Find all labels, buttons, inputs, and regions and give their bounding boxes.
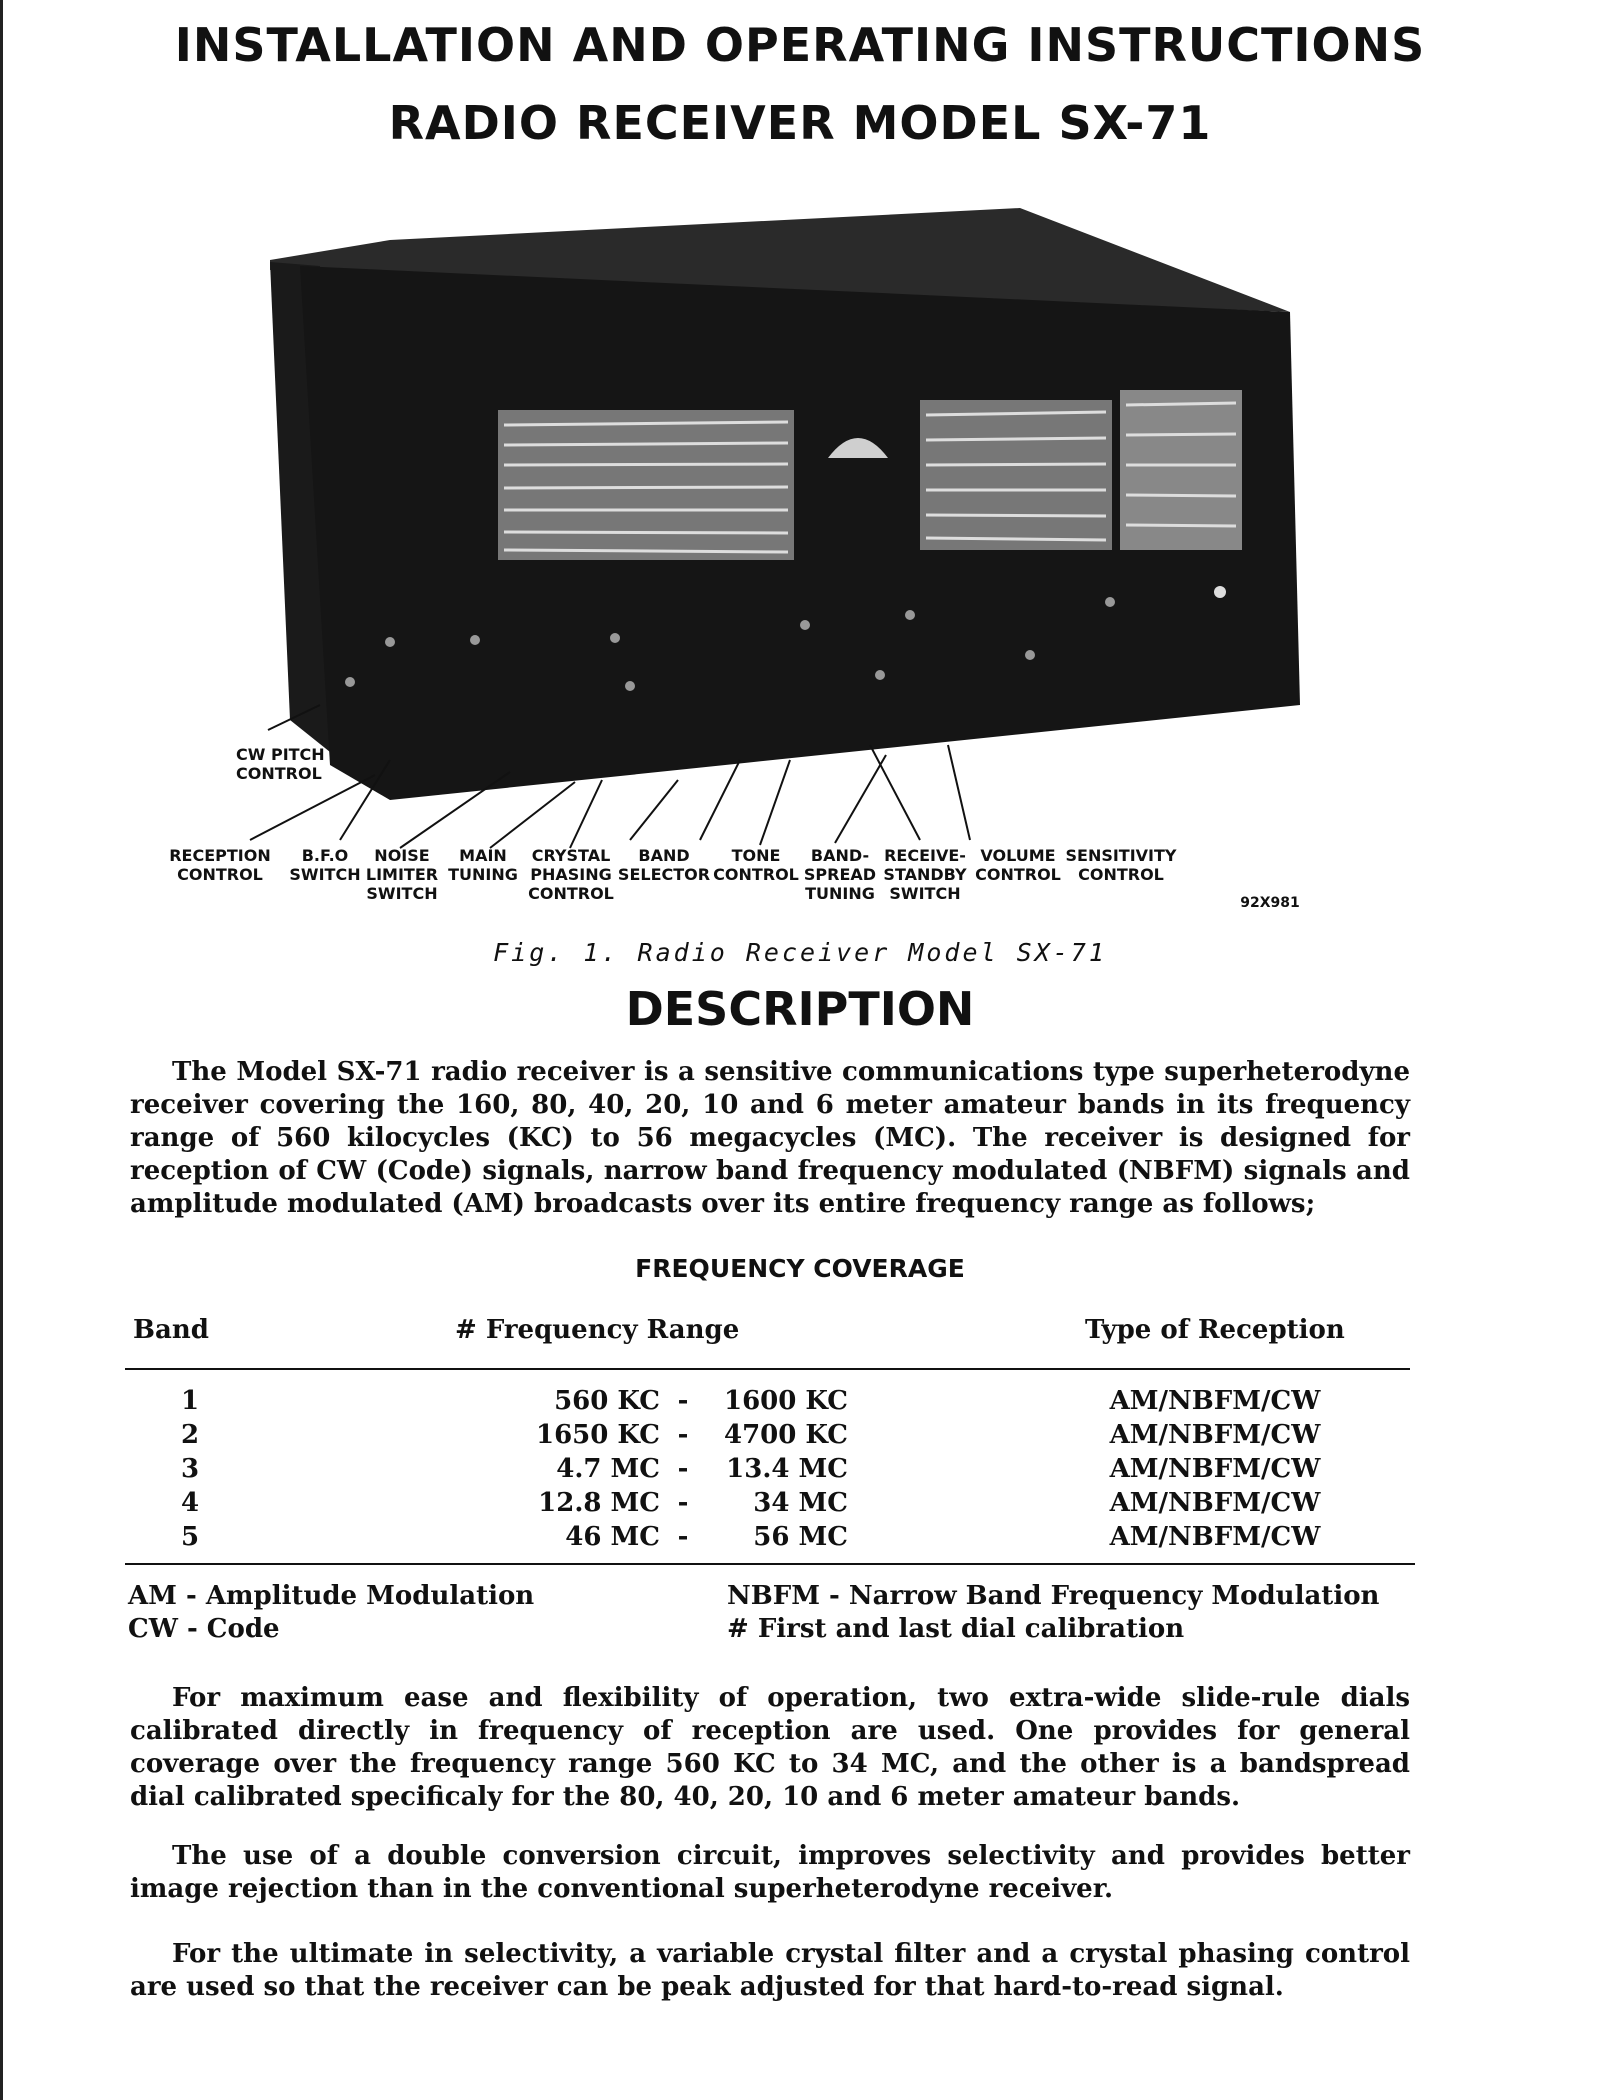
label-cw-pitch: CW PITCH CONTROL xyxy=(236,745,325,783)
label-volume-control: VOLUME CONTROL xyxy=(975,846,1061,884)
knob xyxy=(1105,597,1115,607)
label-main-tuning: MAIN TUNING xyxy=(448,846,518,884)
cell-range-dash: - xyxy=(677,1420,689,1450)
cell-type: AM/NBFM/CW xyxy=(1109,1420,1321,1450)
leader-reception xyxy=(250,775,375,840)
leader-crystal xyxy=(570,780,602,848)
label-bfo-switch: B.F.O SWITCH xyxy=(289,846,361,884)
knob xyxy=(800,620,810,630)
paragraph-dials: For maximum ease and flexibility of operation, two extra-wide slide-rule dials calibrated directly in frequency of reception are used. One provides for general coverage over the frequency range 560 KC to 34 MC, and the other is a bandspread dial calibrated specificaly for the 80, 40, 20, 10 and 6 meter amateur bands. xyxy=(130,1683,1410,1812)
cell-band: 4 xyxy=(180,1488,200,1518)
general-coverage-dial xyxy=(498,410,794,560)
cell-band: 3 xyxy=(180,1454,200,1484)
page-edge xyxy=(0,0,3,2100)
column-header-band: Band xyxy=(133,1315,209,1345)
knob xyxy=(610,633,620,643)
radio-figure xyxy=(169,200,1390,920)
document-title: INSTALLATION AND OPERATING INSTRUCTIONS xyxy=(174,18,1426,72)
legend-hash: # First and last dial calibration xyxy=(727,1614,1185,1644)
figure-code: 92X981 xyxy=(1240,895,1300,911)
paragraph-crystal-filter: For the ultimate in selectivity, a variable crystal filter and a crystal phasing control are used so that the receiver can be peak adjusted for that hard-to-read signal. xyxy=(130,1939,1410,2002)
table-top-rule xyxy=(125,1368,1410,1370)
cell-range-dash: - xyxy=(677,1488,689,1518)
column-header-type: Type of Reception xyxy=(1085,1315,1345,1345)
paragraph-double-conversion: The use of a double conversion circuit, improves selectivity and provides better image rejection than in the conventional superheterodyne receiver. xyxy=(130,1841,1410,1904)
label-sensitivity-control: SENSITIVITY CONTROL xyxy=(1065,846,1177,884)
frequency-coverage-title: FREQUENCY COVERAGE xyxy=(635,1254,965,1283)
knob xyxy=(905,610,915,620)
table-bottom-rule xyxy=(125,1563,1415,1565)
section-heading-description: DESCRIPTION xyxy=(625,982,975,1036)
cell-range-high: 34 MC xyxy=(753,1488,848,1518)
label-receive-standby: RECEIVE- STANDBY SWITCH xyxy=(883,846,967,903)
description-paragraph: The Model SX-71 radio receiver is a sensitive communications type superheterodyne receiver covering the 160, 80, 40, 20, 10 and 6 meter amateur bands in its frequency range of 560 kilocycles (KC) to 56 megacycles (MC). The receiver is designed for reception of CW (Code) signals, narrow band frequency modulated (NBFM) signals and amplitude modulated (AM) broadcasts over its entire frequency range as follows; xyxy=(130,1057,1410,1219)
cell-range-low: 4.7 MC xyxy=(556,1454,660,1484)
cell-range-dash: - xyxy=(677,1386,689,1416)
cell-type: AM/NBFM/CW xyxy=(1109,1454,1321,1484)
legend-nbfm: NBFM - Narrow Band Frequency Modulation xyxy=(727,1581,1380,1611)
legend-cw: CW - Code xyxy=(128,1614,280,1644)
label-reception-control: RECEPTION CONTROL xyxy=(169,846,271,884)
cell-band: 5 xyxy=(180,1522,200,1552)
knob xyxy=(1214,586,1226,598)
knob xyxy=(345,677,355,687)
label-band-selector: BAND SELECTOR xyxy=(617,846,711,884)
column-header-frequency-range: # Frequency Range xyxy=(455,1315,740,1345)
radio-receiver-illustration xyxy=(230,200,1390,920)
bandspread-dial xyxy=(920,400,1112,550)
leader-receive xyxy=(835,755,886,843)
label-tone-control: TONE CONTROL xyxy=(713,846,799,884)
cell-range-high: 13.4 MC xyxy=(726,1454,848,1484)
knob xyxy=(625,681,635,691)
cell-range-high: 1600 KC xyxy=(723,1386,848,1416)
leader-volume xyxy=(870,745,920,840)
legend-am: AM - Amplitude Modulation xyxy=(128,1581,535,1611)
knob xyxy=(470,635,480,645)
cell-range-dash: - xyxy=(677,1454,689,1484)
cell-range-low: 12.8 MC xyxy=(538,1488,660,1518)
figure-caption: Fig. 1. Radio Receiver Model SX-71 xyxy=(493,938,1107,967)
knob xyxy=(385,637,395,647)
cell-range-low: 560 KC xyxy=(554,1386,660,1416)
knob xyxy=(1025,650,1035,660)
cell-range-high: 4700 KC xyxy=(723,1420,848,1450)
knob xyxy=(875,670,885,680)
label-crystal-phasing: CRYSTAL PHASING CONTROL xyxy=(528,846,614,903)
document-subtitle: RADIO RECEIVER MODEL SX-71 xyxy=(388,96,1212,150)
cell-band: 2 xyxy=(180,1420,200,1450)
leader-tone xyxy=(700,760,740,840)
cell-range-low: 46 MC xyxy=(565,1522,660,1552)
cell-type: AM/NBFM/CW xyxy=(1109,1386,1321,1416)
cell-type: AM/NBFM/CW xyxy=(1109,1488,1321,1518)
label-noise-limiter: NOISE LIMITER SWITCH xyxy=(365,846,439,903)
leader-sensitivity xyxy=(948,745,970,840)
leader-band xyxy=(630,780,678,840)
leader-main xyxy=(490,782,575,848)
label-bandspread-tuning: BAND- SPREAD TUNING xyxy=(803,846,877,903)
leader-bandspread xyxy=(760,760,790,845)
cell-type: AM/NBFM/CW xyxy=(1109,1522,1321,1552)
cell-range-high: 56 MC xyxy=(753,1522,848,1552)
cell-range-dash: - xyxy=(677,1522,689,1552)
cell-band: 1 xyxy=(180,1386,200,1416)
cell-range-low: 1650 KC xyxy=(535,1420,660,1450)
